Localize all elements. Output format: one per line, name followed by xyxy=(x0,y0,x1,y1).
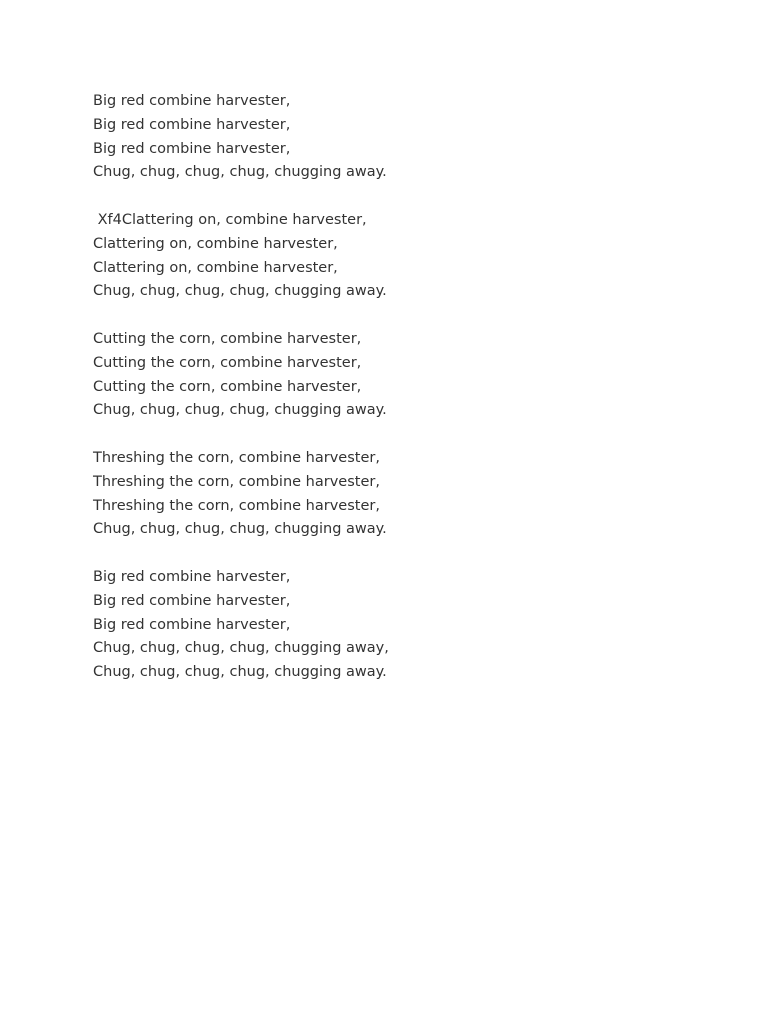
stanza-2 xyxy=(93,209,693,304)
lyric-line: Chug, chug, chug, chug, chugging away, xyxy=(93,640,389,657)
lyric-line: Xf4Clattering on, combine harvester, xyxy=(93,211,367,228)
lyric-line: Big red combine harvester, xyxy=(93,616,291,633)
lyric-line: Chug, chug, chug, chug, chugging away. xyxy=(93,521,387,538)
lyric-line: Chug, chug, chug, chug, chugging away. xyxy=(93,164,387,181)
stanza-3 xyxy=(93,328,693,423)
lyric-line: Big red combine harvester, xyxy=(93,568,291,585)
lyric-line: Big red combine harvester, xyxy=(93,116,291,133)
lyric-line: Clattering on, combine harvester, xyxy=(93,259,338,276)
stanza-4 xyxy=(93,447,693,542)
lyric-line: Threshing the corn, combine harvester, xyxy=(93,473,380,490)
lyric-line: Clattering on, combine harvester, xyxy=(93,235,338,252)
lyric-line: Chug, chug, chug, chug, chugging away. xyxy=(93,402,387,419)
stanza-1 xyxy=(93,90,693,185)
lyric-line: Big red combine harvester, xyxy=(93,140,291,157)
lyric-line: Threshing the corn, combine harvester, xyxy=(93,497,380,514)
lyric-line: Big red combine harvester, xyxy=(93,93,291,109)
stanza-5 xyxy=(93,566,693,685)
lyrics-body xyxy=(93,90,693,709)
lyric-line: Chug, chug, chug, chug, chugging away. xyxy=(93,283,387,300)
lyric-line: Cutting the corn, combine harvester, xyxy=(93,330,362,347)
lyric-line: Big red combine harvester, xyxy=(93,592,291,609)
lyric-line: Chug, chug, chug, chug, chugging away. xyxy=(93,664,387,681)
lyric-line: Cutting the corn, combine harvester, xyxy=(93,378,362,395)
lyric-line: Threshing the corn, combine harvester, xyxy=(93,449,380,466)
lyric-line: Cutting the corn, combine harvester, xyxy=(93,354,362,371)
